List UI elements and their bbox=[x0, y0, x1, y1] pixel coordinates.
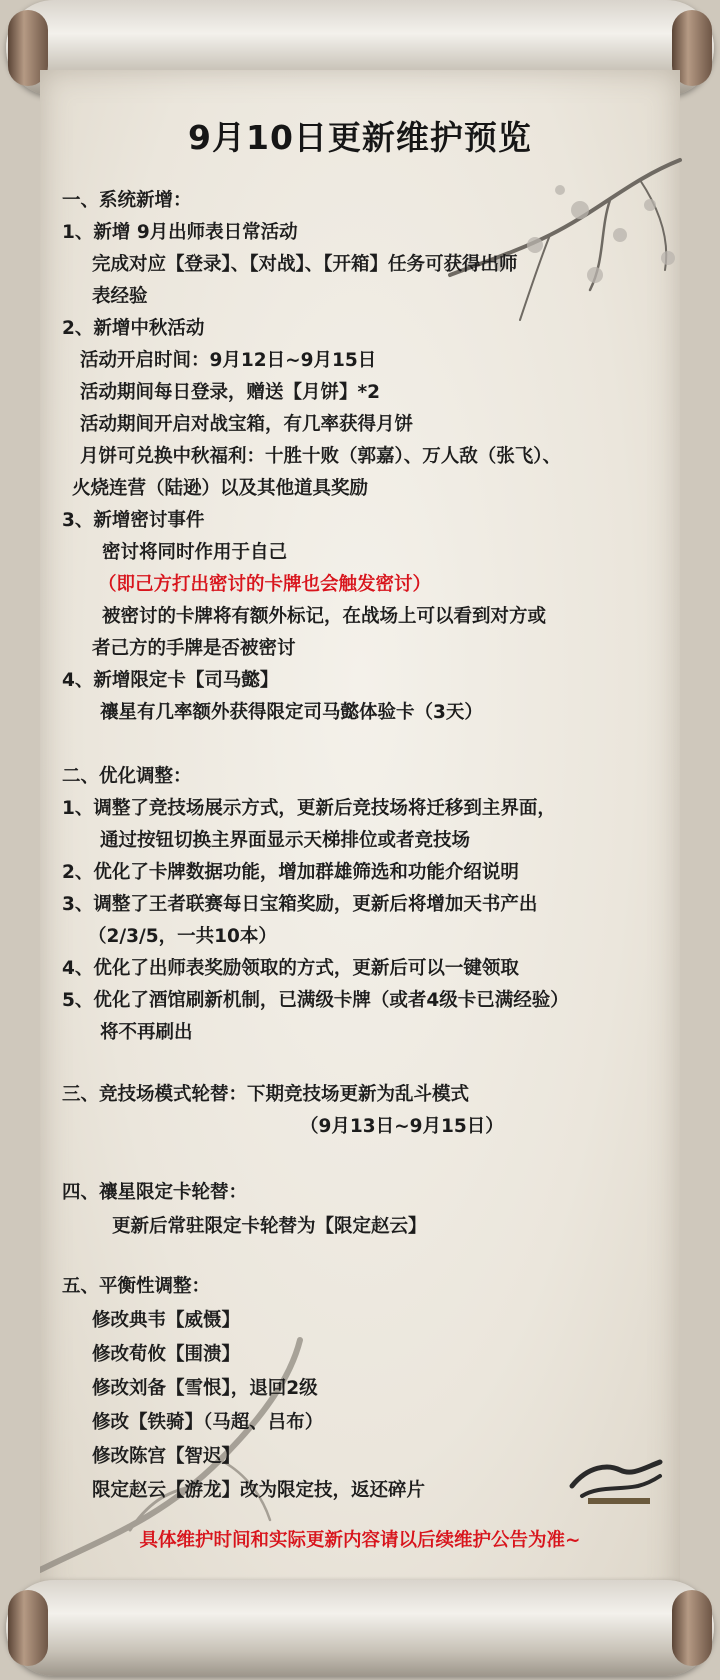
item-1-desc: 完成对应【登录】、【对战】、【开箱】任务可获得出师 bbox=[92, 254, 518, 275]
item-2-desc: 月饼可兑换中秋福利：十胜十败（郭嘉）、万人敌（张飞）、 bbox=[80, 446, 562, 467]
page-title: 9月10日更新维护预览 bbox=[188, 118, 532, 157]
list-item: 修改刘备【雪恨】，退回2级 bbox=[92, 1378, 318, 1399]
item-1-title: 1、新增 9月出师表日常活动 bbox=[62, 222, 298, 243]
item-2-desc: 活动开启时间：9月12日~9月15日 bbox=[80, 350, 377, 371]
item-3-desc: 密讨将同时作用于自己 bbox=[102, 542, 288, 563]
item-2-desc: 火烧连营（陆逊）以及其他道具奖励 bbox=[72, 478, 369, 499]
item-2-title: 2、新增中秋活动 bbox=[62, 318, 205, 339]
section-4-heading: 四、禳星限定卡轮替： bbox=[62, 1182, 248, 1203]
list-item: 将不再刷出 bbox=[100, 1022, 193, 1043]
list-item: 修改荀攸【围溃】 bbox=[92, 1344, 241, 1365]
item-3-highlight: （即己方打出密讨的卡牌也会触发密讨） bbox=[98, 574, 432, 595]
list-item: 2、优化了卡牌数据功能，增加群雄筛选和功能介绍说明 bbox=[62, 862, 519, 883]
item-1-desc: 表经验 bbox=[92, 286, 148, 307]
section-3-heading: 三、竞技场模式轮替：下期竞技场更新为乱斗模式 bbox=[62, 1084, 470, 1105]
list-item: 5、优化了酒馆刷新机制，已满级卡牌（或者4级卡已满经验） bbox=[62, 990, 569, 1011]
list-item: 1、调整了竞技场展示方式，更新后竞技场将迁移到主界面， bbox=[62, 798, 556, 819]
list-item: 限定赵云【游龙】改为限定技，返还碎片 bbox=[92, 1480, 426, 1501]
list-item: 通过按钮切换主界面显示天梯排位或者竞技场 bbox=[100, 830, 471, 851]
item-4-desc: 禳星有几率额外获得限定司马懿体验卡（3天） bbox=[100, 702, 483, 723]
item-4-title: 4、新增限定卡【司马懿】 bbox=[62, 670, 279, 691]
list-item: 3、调整了王者联赛每日宝箱奖励，更新后将增加天书产出 bbox=[62, 894, 538, 915]
section-4-desc: 更新后常驻限定卡轮替为【限定赵云】 bbox=[112, 1216, 427, 1237]
item-3-desc: 被密讨的卡牌将有额外标记，在战场上可以看到对方或 bbox=[102, 606, 547, 627]
list-item: 修改陈宫【智迟】 bbox=[92, 1446, 241, 1467]
plum-branch-illustration bbox=[430, 140, 690, 340]
item-3-desc: 者己方的手牌是否被密讨 bbox=[92, 638, 296, 659]
list-item: 修改【铁骑】（马超、吕布） bbox=[92, 1412, 324, 1433]
game-logo-seal bbox=[568, 1456, 664, 1508]
item-2-desc: 活动期间每日登录，赠送【月饼】*2 bbox=[80, 382, 381, 403]
section-2-heading: 二、优化调整： bbox=[62, 766, 192, 787]
section-3-desc: （9月13日~9月15日） bbox=[300, 1116, 504, 1137]
list-item: 修改典韦【威慑】 bbox=[92, 1310, 241, 1331]
section-1-heading: 一、系统新增： bbox=[62, 190, 192, 211]
footer-notice: 具体维护时间和实际更新内容请以后续维护公告为准~ bbox=[139, 1530, 581, 1551]
item-2-desc: 活动期间开启对战宝箱，有几率获得月饼 bbox=[80, 414, 414, 435]
item-3-title: 3、新增密讨事件 bbox=[62, 510, 205, 531]
section-5-heading: 五、平衡性调整： bbox=[62, 1276, 211, 1297]
list-item: （2/3/5，一共10本） bbox=[88, 926, 277, 947]
list-item: 4、优化了出师表奖励领取的方式，更新后可以一键领取 bbox=[62, 958, 519, 979]
